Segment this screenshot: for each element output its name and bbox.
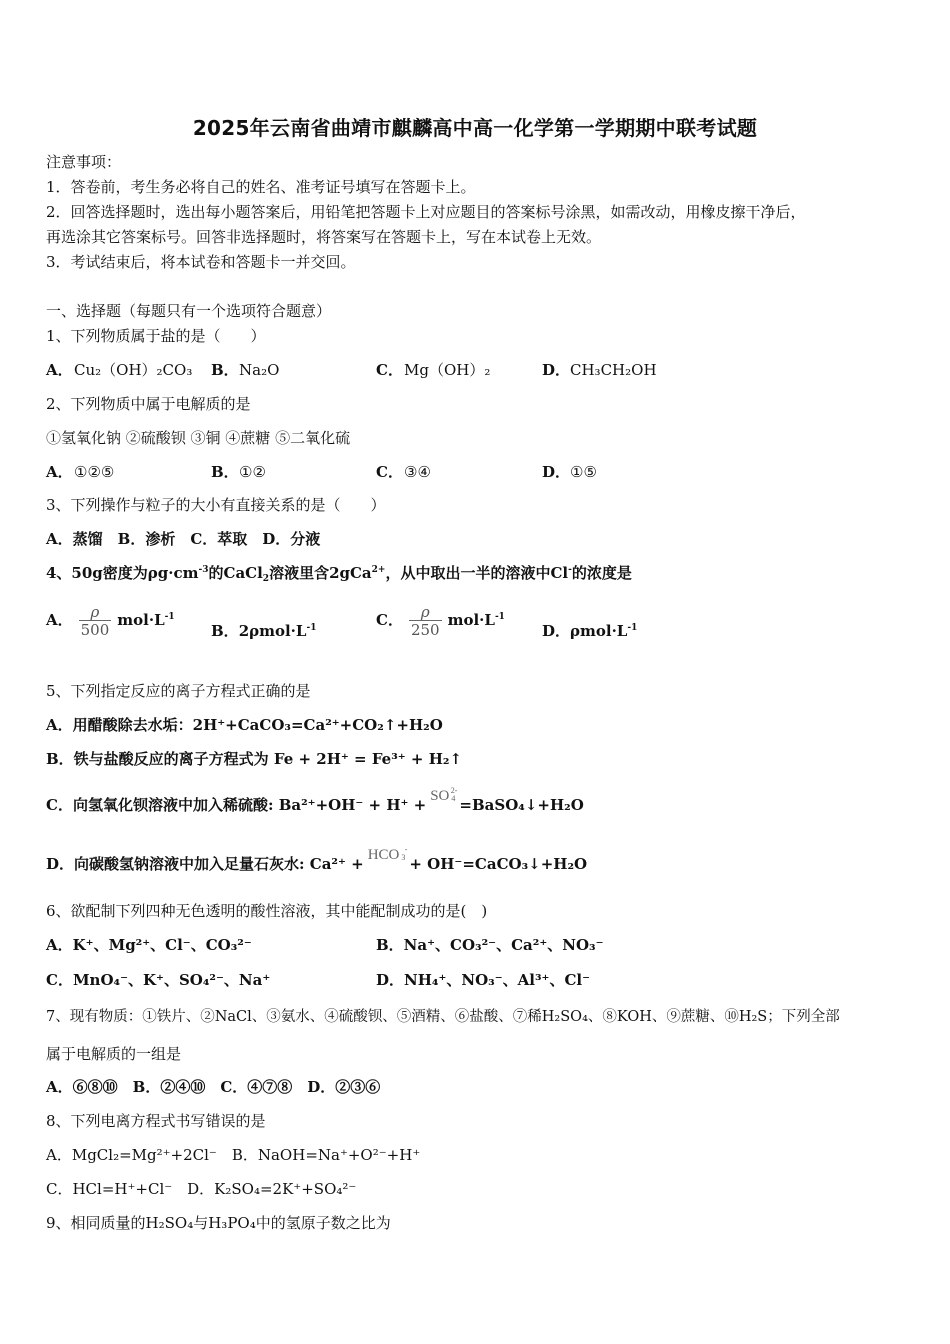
notice-item-2-line-1: 2．回答选择题时，选出每小题答案后，用铅笔把答题卡上对应题目的答案标号涂黑，如需改动，用橡皮擦干净后，	[46, 203, 806, 221]
q2-option-a: ①②⑤	[74, 463, 115, 481]
notice-heading: 注意事项：	[46, 153, 122, 171]
q5-option-c-ion	[430, 786, 458, 806]
q4-option-a-unit: mol·L	[117, 611, 165, 629]
q2-stem: 2、下列物质中属于电解质的是	[46, 395, 251, 413]
q1-option-d: CH₃CH₂OH	[570, 361, 657, 379]
q6-option-b: B．Na⁺、CO₃²⁻、Ca²⁺、NO₃⁻	[376, 936, 604, 954]
notice-item-2-line-2: 再选涂其它答案标号。回答非选择题时，将答案写在答题卡上，写在本试卷上无效。	[46, 228, 602, 246]
q7-stem-line-2: 属于电解质的一组是	[46, 1045, 182, 1063]
q5-option-d-ion-base: HCO	[367, 847, 400, 863]
q5-option-c	[46, 786, 584, 816]
q4-option-a-denominator: 500	[80, 620, 110, 639]
q7-stem-line-1: 7、现有物质：①铁片、②NaCl、③氨水、④硫酸钡、⑤酒精、⑥盐酸、⑦稀H₂SO₄、⑧KOH、⑨蔗糖、⑩H₂S；下列全部	[46, 1009, 840, 1025]
q2-option-c-label: C．	[376, 463, 403, 481]
q4-stem-text-3: 溶液里含2gCa	[269, 564, 372, 582]
q5-option-d-ion	[367, 845, 408, 865]
q5-option-c-ion-subscript: 4	[451, 794, 456, 803]
q4-option-c-unit: mol·L	[447, 611, 495, 629]
q5-option-c-text-end: =BaSO₄↓+H₂O	[459, 796, 584, 814]
q4-option-a-unit-sup: -1	[164, 612, 175, 622]
q3-stem: 3、下列操作与粒子的大小有直接关系的是（ ）	[46, 496, 386, 514]
q8-options-ab: A．MgCl₂=Mg²⁺+2Cl⁻ B．NaOH=Na⁺+O²⁻+H⁺	[46, 1146, 421, 1164]
q4-option-b-label: B．	[211, 622, 239, 640]
page-title: 2025年云南省曲靖市麒麟高中高一化学第一学期期中联考试题	[192, 116, 758, 140]
q8-options-cd: C．HCl=H⁺+Cl⁻ D．K₂SO₄=2K⁺+SO₄²⁻	[46, 1180, 357, 1198]
q4-option-b	[211, 621, 316, 641]
q4-option-c-fraction	[409, 604, 442, 639]
q4-option-c-numerator: ρ	[420, 602, 430, 621]
q1-option-a: Cu₂（OH）₂CO₃	[74, 361, 193, 379]
q4-option-b-value: 2ρmol·L	[238, 622, 307, 640]
q9-stem: 9、相同质量的H₂SO₄与H₃PO₄中的氢原子数之比为	[46, 1214, 391, 1232]
q4-stem-sub: 2	[262, 574, 270, 584]
q4-stem-sup-2: 2+	[371, 565, 386, 575]
section-heading: 一、选择题（每题只有一个选项符合题意）	[46, 302, 332, 320]
q1-stem: 1、下列物质属于盐的是（ ）	[46, 327, 266, 345]
q2-option-c: ③④	[404, 463, 431, 481]
q4-stem-text-2: 的CaCl	[208, 564, 263, 582]
q4-option-a	[46, 600, 175, 640]
q4-stem	[46, 563, 632, 583]
q2-option-d-label: D．	[542, 463, 571, 481]
q3-options: A．蒸馏 B．渗析 C．萃取 D．分液	[46, 530, 321, 548]
q2-option-d: ①⑤	[570, 463, 597, 481]
q4-stem-text-4: ，从中取出一半的溶液中Cl	[385, 564, 569, 582]
q5-option-d-text: D．向碳酸氢钠溶液中加入足量石灰水: Ca²⁺ +	[46, 855, 364, 873]
q4-stem-text-5: 的浓度是	[571, 564, 632, 582]
q4-option-c-label: C．	[376, 611, 403, 629]
q5-stem: 5、下列指定反应的离子方程式正确的是	[46, 682, 311, 700]
q4-option-a-numerator: ρ	[90, 602, 100, 621]
q6-option-a: A．K⁺、Mg²⁺、Cl⁻、CO₃²⁻	[46, 936, 252, 954]
q4-option-c-unit-sup: -1	[494, 612, 505, 622]
q1-option-c-label: C．	[376, 361, 403, 379]
q6-option-c: C．MnO₄⁻、K⁺、SO₄²⁻、Na⁺	[46, 971, 271, 989]
q6-option-d: D．NH₄⁺、NO₃⁻、Al³⁺、Cl⁻	[376, 971, 591, 989]
q4-option-d	[542, 621, 637, 641]
q5-option-d-ion-charge: -	[404, 845, 408, 854]
q5-option-d-ion-subscript: 3	[401, 853, 406, 862]
q5-option-a: A．用醋酸除去水垢：2H⁺+CaCO₃=Ca²⁺+CO₂↑+H₂O	[46, 716, 443, 734]
q2-option-b: ①②	[239, 463, 266, 481]
q1-option-c: Mg（OH）₂	[404, 361, 491, 379]
q4-option-a-label: A．	[46, 611, 73, 629]
q7-options: A．⑥⑧⑩ B．②④⑩ C．④⑦⑧ D．②③⑥	[46, 1078, 381, 1096]
q4-option-d-unit-sup: -1	[627, 623, 638, 633]
notice-item-3: 3．考试结束后，将本试卷和答题卡一并交回。	[46, 253, 356, 271]
q1-option-a-label: A．	[46, 361, 73, 379]
q4-option-d-value: ρmol·L	[570, 622, 628, 640]
q8-stem: 8、下列电离方程式书写错误的是	[46, 1112, 266, 1130]
q4-stem-sup-3: -	[568, 565, 572, 575]
q2-option-b-label: B．	[211, 463, 239, 481]
q4-stem-sup-1: -3	[198, 565, 209, 575]
q1-option-d-label: D．	[542, 361, 571, 379]
q5-option-d	[46, 845, 588, 875]
q6-stem: 6、欲配制下列四种无色透明的酸性溶液，其中能配制成功的是( )	[46, 902, 488, 920]
q5-option-b: B．铁与盐酸反应的离子方程式为 Fe + 2H⁺ = Fe³⁺ + H₂↑	[46, 750, 463, 768]
q4-option-a-fraction	[79, 604, 112, 639]
q5-option-c-ion-base: SO	[430, 788, 450, 804]
q5-option-d-text-end: + OH⁻=CaCO₃↓+H₂O	[409, 855, 588, 873]
q5-option-c-text: C．向氢氧化钡溶液中加入稀硫酸: Ba²⁺+OH⁻ + H⁺ +	[46, 796, 427, 814]
notice-item-1: 1．答卷前，考生务必将自己的姓名、准考证号填写在答题卡上。	[46, 178, 476, 196]
q1-option-b-label: B．	[211, 361, 239, 379]
q4-stem-text-1: 4、50g密度为ρg·cm	[46, 564, 199, 582]
q4-option-b-unit-sup: -1	[306, 623, 317, 633]
q2-list: ①氢氧化钠 ②硫酸钡 ③铜 ④蔗糖 ⑤二氧化硫	[46, 429, 351, 447]
q2-option-a-label: A．	[46, 463, 73, 481]
q5-option-c-ion-charge: 2-	[450, 786, 458, 795]
q4-option-c-denominator: 250	[410, 620, 440, 639]
q4-option-d-label: D．	[542, 622, 571, 640]
q1-option-b: Na₂O	[239, 361, 280, 379]
q4-option-c	[376, 600, 505, 640]
